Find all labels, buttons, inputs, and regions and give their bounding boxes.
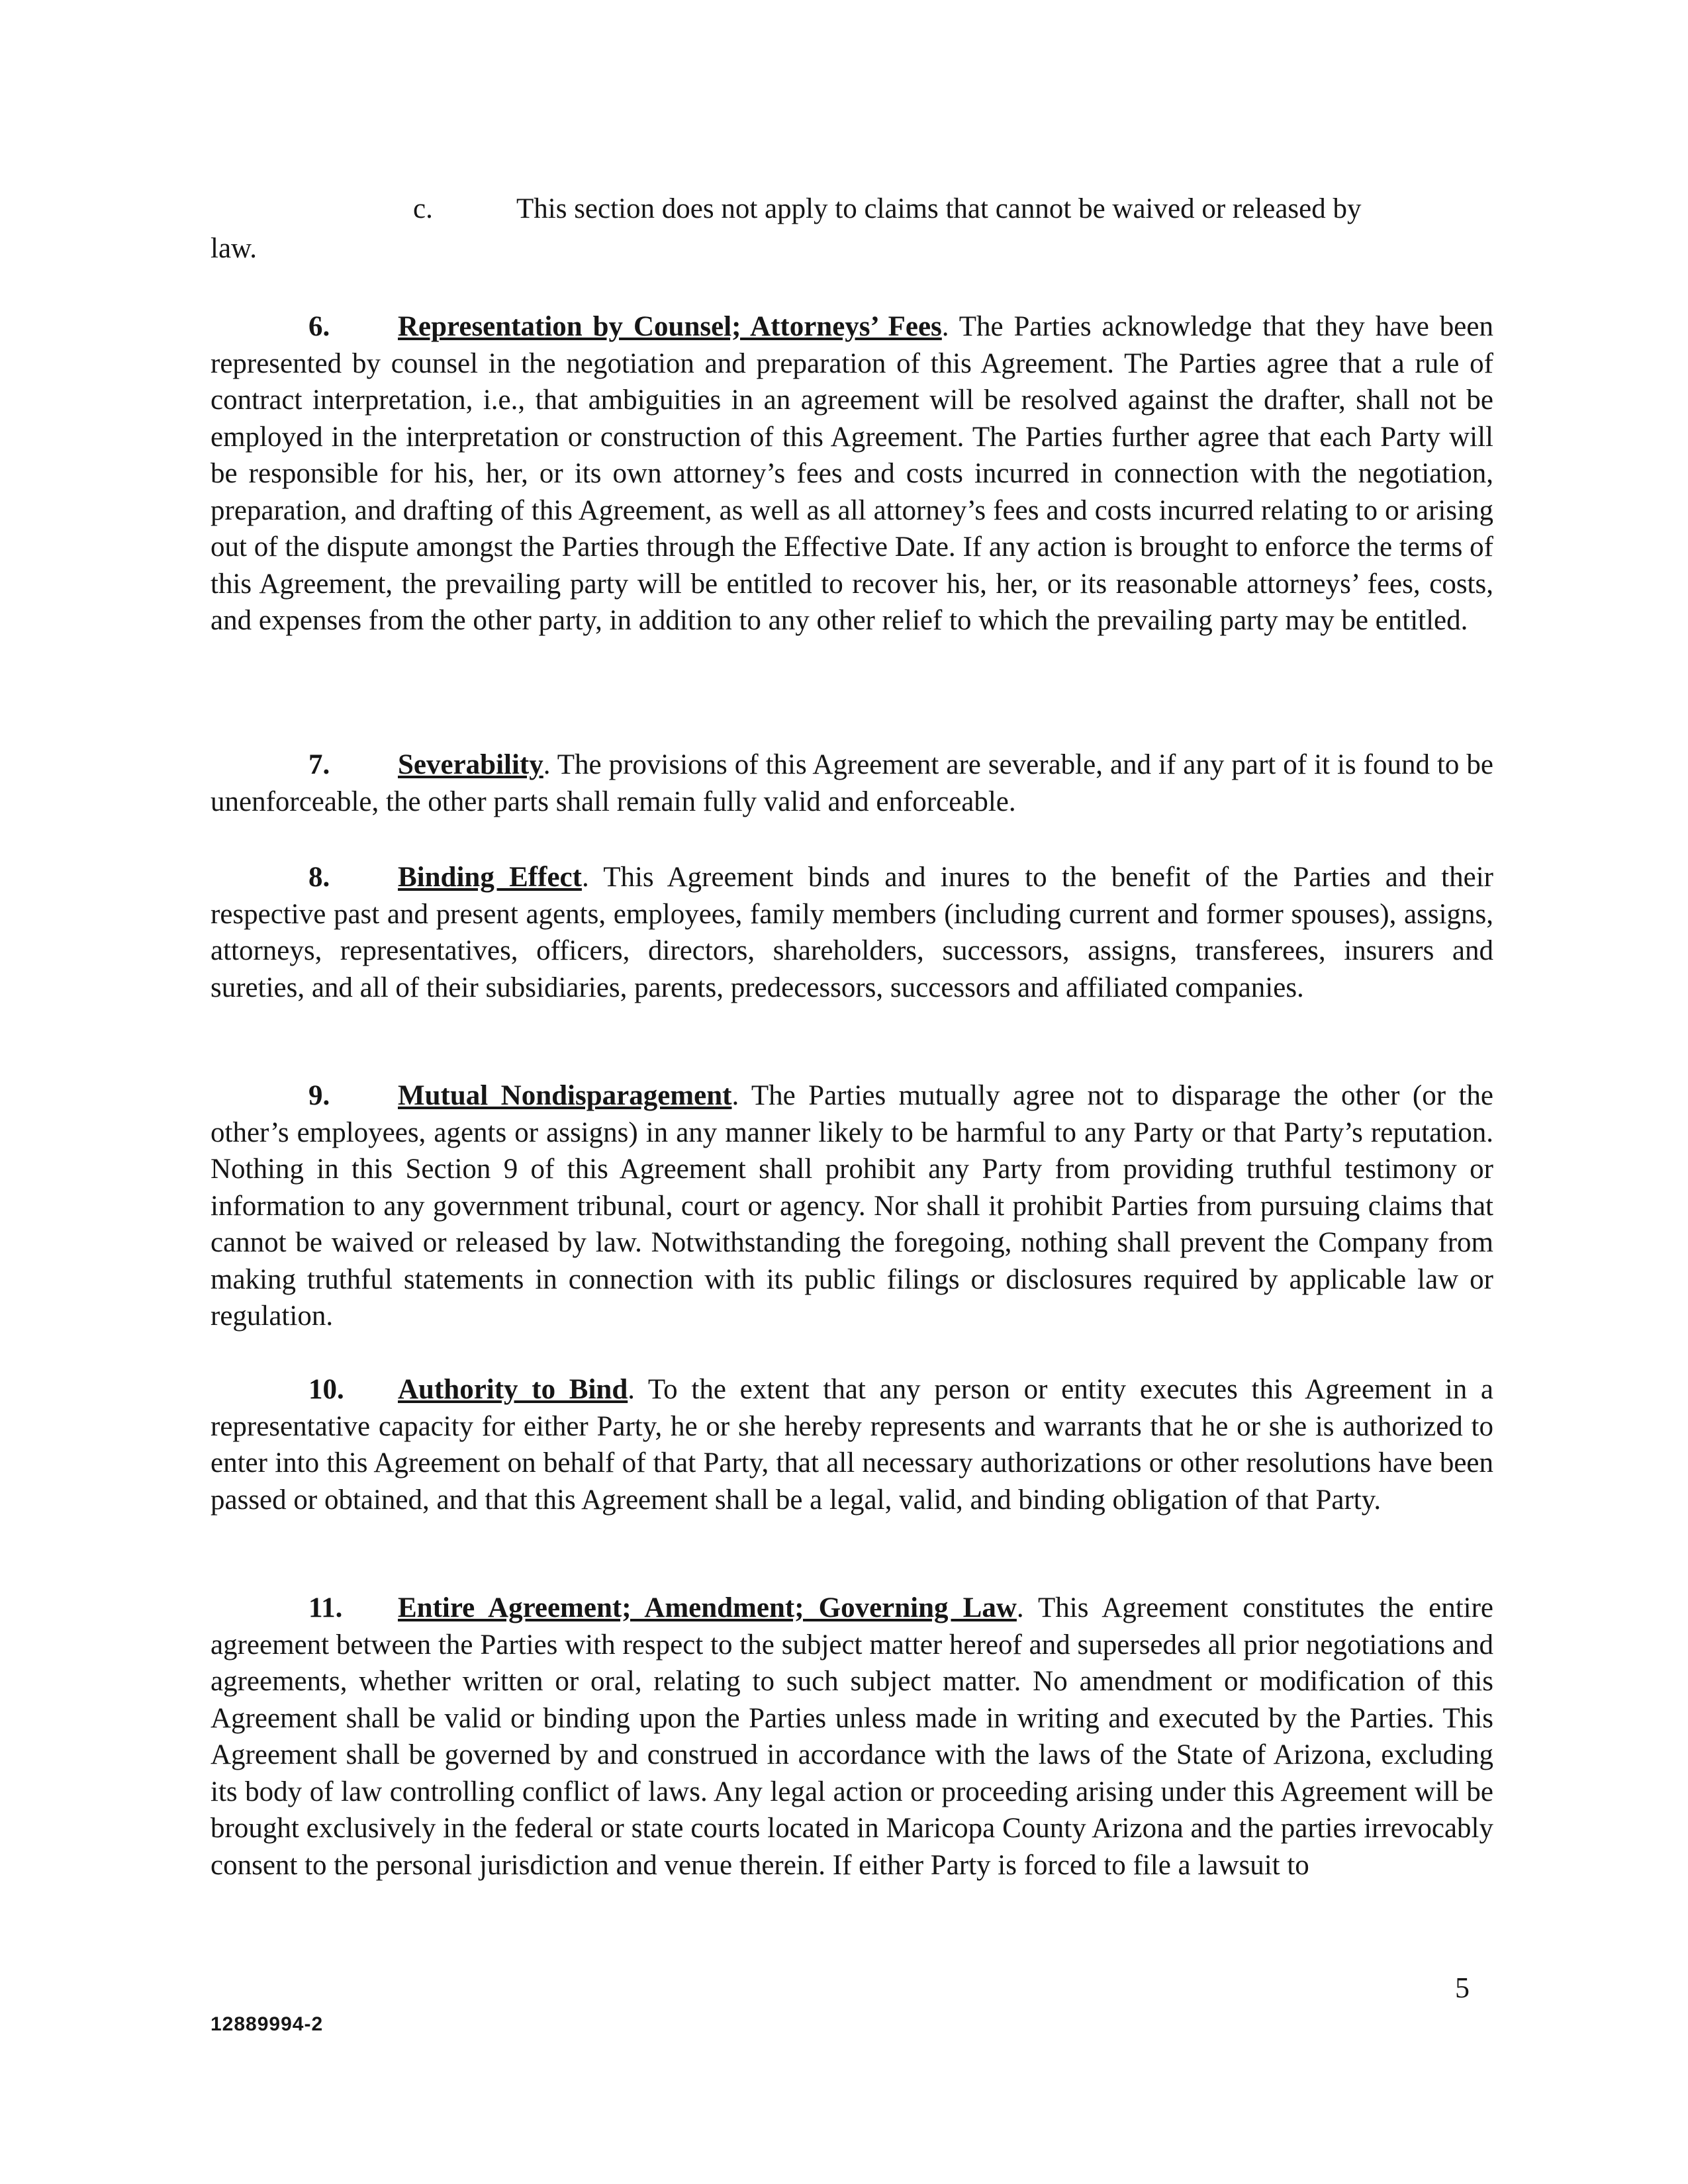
section-heading: Binding Effect (398, 862, 582, 893)
subsection-text: This section does not apply to claims that cannot be waived or released by (516, 193, 1362, 224)
section-body: . This Agreement constitutes the entire agreement between the Parties with respect to the subject matter hereof and supersedes all prior negotiations and agreements, whether written or oral, relating to such subject matter. No amendment or modification of this Agreement shall be valid or binding upon the Parties unless made in writing and executed by the Parties. This Agreement shall be governed by and construed in accordance with the laws of the State of Arizona, excluding its body of law controlling conflict of laws. Any legal action or proceeding arising under this Agreement will be brought exclusively in the federal or state courts located in Maricopa County Arizona and the parties irrevocably consent to the personal jurisdiction and venue therein. If either Party is forced to file a lawsuit to (211, 1592, 1494, 1881)
section-body: . This Agreement binds and inures to the benefit of the Parties and their respective past and present agents, employees, family members (including current and former spouses), assigns, attorneys, representatives, officers, directors, shareholders, successors, assigns, transferees, insurers and sureties, and all of their subsidiaries, parents, predecessors, successors and affiliated companies. (211, 862, 1493, 1003)
section-7-paragraph (211, 747, 1493, 820)
section-6-paragraph (211, 308, 1493, 639)
page-number: 5 (1455, 1972, 1470, 2004)
section-body: . The provisions of this Agreement are severable, and if any part of it is found to be unenforceable, the other parts shall remain fully valid and enforceable. (211, 749, 1493, 817)
subsection-continuation: law. (211, 233, 258, 264)
section-10-paragraph (211, 1371, 1493, 1518)
section-number: 7. (308, 749, 330, 780)
section-number: 6. (308, 311, 330, 342)
section-heading: Authority to Bind (398, 1374, 628, 1405)
section-heading: Entire Agreement; Amendment; Governing Law (398, 1592, 1017, 1623)
section-body: . The Parties acknowledge that they have been represented by counsel in the negotiation and preparation of this Agreement. The Parties agree that a rule of contract interpretation, i.e., that ambiguities in an agreement will be resolved against the drafter, shall not be employed in the interpretation or construction of this Agreement. The Parties further agree that each Party will be responsible for his, her, or its own attorney’s fees and costs incurred in connection with the negotiation, preparation, and drafting of this Agreement, as well as all attorney’s fees and costs incurred relating to or arising out of the dispute amongst the Parties through the Effective Date. If any action is brought to enforce the terms of this Agreement, the prevailing party will be entitled to recover his, her, or its reasonable attorneys’ fees, costs, and expenses from the other party, in addition to any other relief to which the prevailing party may be entitled. (211, 311, 1493, 636)
section-number: 11. (308, 1592, 343, 1623)
section-body: . To the extent that any person or entity executes this Agreement in a representative capacity for either Party, he or she hereby represents and warrants that he or she is authorized to enter into this Agreement on behalf of that Party, that all necessary authorizations or other resolutions have been passed or obtained, and that this Agreement shall be a legal, valid, and binding obligation of that Party. (211, 1374, 1493, 1516)
section-heading: Mutual Nondisparagement (398, 1080, 732, 1111)
section-9-paragraph (211, 1077, 1493, 1335)
section-number: 10. (308, 1374, 344, 1405)
subsection-letter: c. (413, 193, 433, 224)
section-heading: Severability (398, 749, 543, 780)
section-body: . The Parties mutually agree not to disparage the other (or the other’s employees, agents or assigns) in any manner likely to be harmful to any Party or that Party’s reputation. Nothing in this Section 9 of this Agreement shall prohibit any Party from providing truthful testimony or information to any government tribunal, court or agency. Nor shall it prohibit Parties from pursuing claims that cannot be waived or released by law. Notwithstanding the foregoing, nothing shall prevent the Company from making truthful statements in connection with its public filings or disclosures required by applicable law or regulation. (211, 1080, 1494, 1332)
section-number: 8. (308, 862, 330, 893)
subsection-c (211, 191, 1493, 270)
section-11-paragraph (211, 1590, 1493, 1884)
section-8-paragraph (211, 859, 1493, 1006)
section-number: 9. (308, 1080, 330, 1111)
section-heading: Representation by Counsel; Attorneys’ Fees (398, 311, 942, 342)
document-id: 12889994-2 (211, 2013, 324, 2035)
